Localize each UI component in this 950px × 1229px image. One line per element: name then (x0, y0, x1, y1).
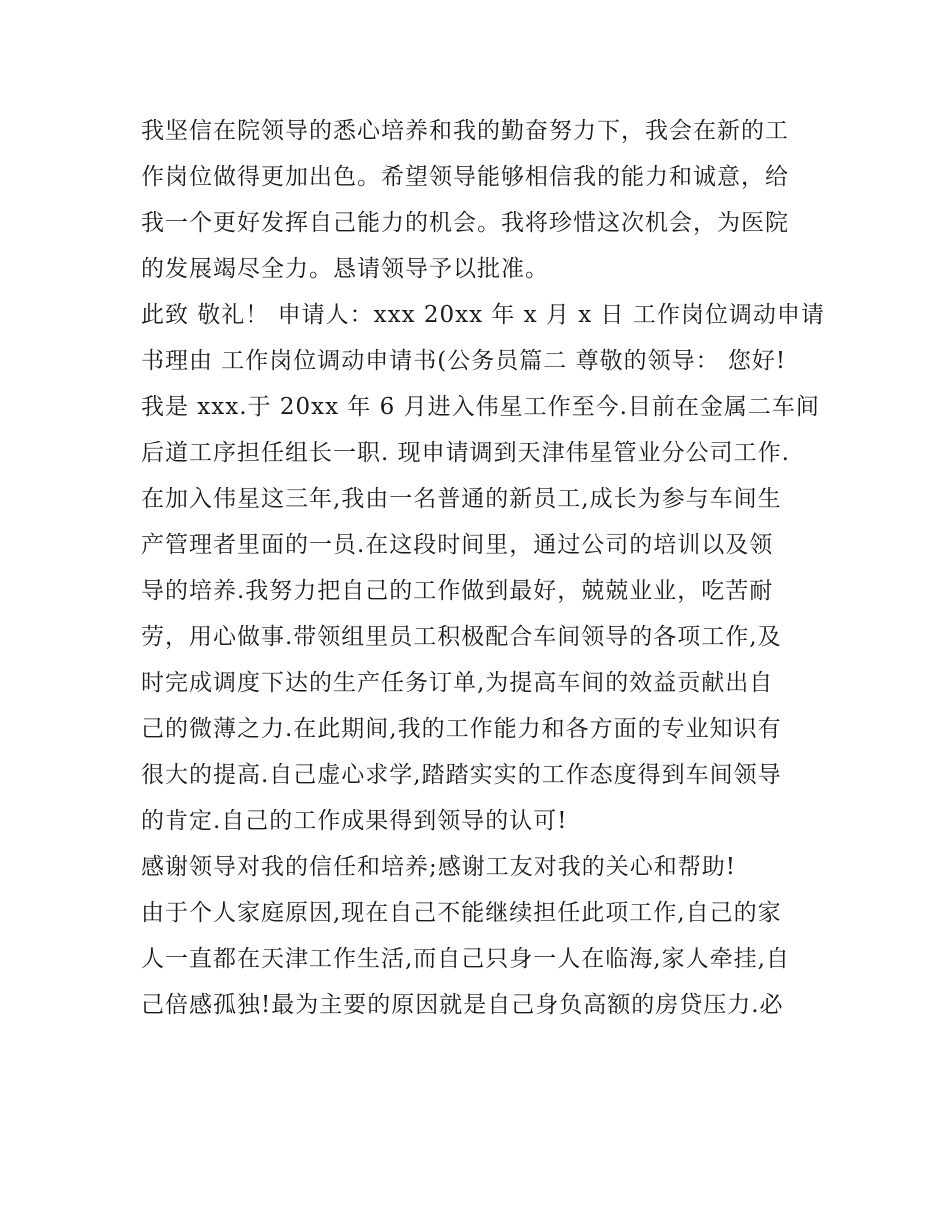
text-line: 很大的提高.自己虚心求学,踏踏实实的工作态度得到车间领导 (141, 762, 782, 788)
text-line: 书理由 工作岗位调动申请书(公务员篇二 尊敬的领导： 您好! (141, 348, 787, 374)
text-line: 产管理者里面的一员.在这段时间里，通过公司的培训以及领 (141, 532, 774, 558)
text-line: 时完成调度下达的生产任务订单,为提高车间的效益贡献出自 (141, 670, 774, 696)
text-line: 劳，用心做事.带领组里员工积极配合车间领导的各项工作,及 (141, 624, 782, 650)
text-line: 我是 xxx.于 20xx 年 6 月进入伟星工作至今.目前在金属二车间 (141, 394, 820, 420)
document-body (141, 108, 825, 1028)
text-line: 由于个人家庭原因,现在自己不能继续担任此项工作,自己的家 (141, 900, 782, 926)
text-line: 我坚信在院领导的悉心培养和我的勤奋努力下，我会在新的工 (141, 118, 789, 144)
text-line: 感谢领导对我的信任和培养;感谢工友对我的关心和帮助! (141, 854, 736, 880)
text-line: 人一直都在天津工作生活,而自己只身一人在临海,家人牵挂,自 (141, 946, 790, 972)
text-line: 己的微薄之力.在此期间,我的工作能力和各方面的专业知识有 (141, 716, 782, 742)
text-line: 此致 敬礼！ 申请人：xxx 20xx 年 x 月 x 日 工作岗位调动申请 (141, 302, 825, 328)
text-line: 的肯定.自己的工作成果得到领导的认可! (141, 808, 568, 834)
text-line: 后道工序担任组长一职. 现申请调到天津伟星管业分公司工作. (141, 440, 790, 466)
text-line: 作岗位做得更加出色。希望领导能够相信我的能力和诚意，给 (141, 164, 789, 190)
text-line: 我一个更好发挥自己能力的机会。我将珍惜这次机会，为医院 (141, 210, 789, 236)
text-line: 导的培养.我努力把自己的工作做到最好，兢兢业业，吃苦耐 (141, 578, 774, 604)
text-line: 的发展竭尽全力。恳请领导予以批准。 (141, 256, 549, 282)
text-line: 己倍感孤独!最为主要的原因就是自己身负高额的房贷压力.必 (141, 992, 784, 1018)
text-line: 在加入伟星这三年,我由一名普通的新员工,成长为参与车间生 (141, 486, 782, 512)
